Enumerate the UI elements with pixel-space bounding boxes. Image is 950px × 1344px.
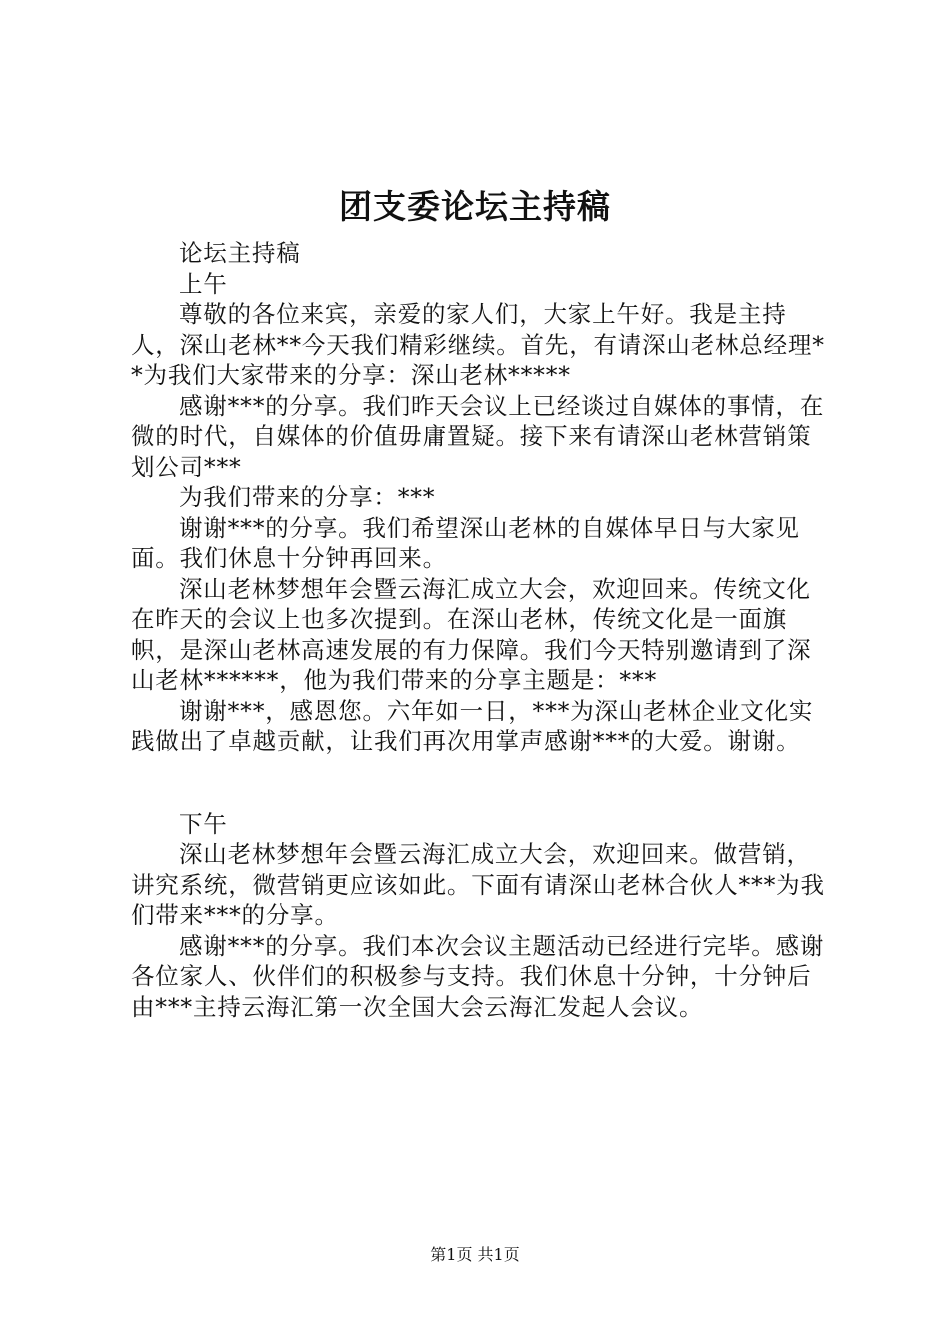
paragraph: 感谢***的分享。我们昨天会议上已经谈过自媒体的事情，在微的时代，自媒体的价值毋庸置疑。接下来有请深山老林营销策划公司*** [131,391,825,481]
paragraph: 尊敬的各位来宾，亲爱的家人们，大家上午好。我是主持人，深山老林**今天我们精彩继续。首先，有请深山老林总经理**为我们大家带来的分享：深山老林***** [131,300,825,389]
page-footer: 第1页 共1页 [430,1245,520,1264]
paragraph: 谢谢***的分享。我们希望深山老林的自媒体早日与大家见面。我们休息十分钟再回来。 [131,513,800,572]
paragraph: 感谢***的分享。我们本次会议主题活动已经进行完毕。感谢各位家人、伙伴们的积极参与支持。我们休息十分钟，十分钟后由***主持云海汇第一次全国大会云海汇发起人会议。 [131,931,825,1021]
paragraph-heading: 论坛主持稿 [179,239,301,267]
section-label-afternoon: 下午 [179,809,228,838]
paragraph: 为我们带来的分享：*** [179,483,436,511]
document-body [131,238,831,1022]
paragraph: 深山老林梦想年会暨云海汇成立大会，欢迎回来。做营销，讲究系统，微营销更应该如此。下面有请深山老林合伙人***为我们带来***的分享。 [131,840,825,929]
document-title: 团支委论坛主持稿 [339,187,611,226]
section-label-morning: 上午 [179,269,228,298]
paragraph: 谢谢***，感恩您。六年如一日，***为深山老林企业文化实践做出了卓越贡献，让我们再次用掌声感谢***的大爱。谢谢。 [131,696,814,755]
paragraph: 深山老林梦想年会暨云海汇成立大会，欢迎回来。传统文化在昨天的会议上也多次提到。在深山老林，传统文化是一面旗帜，是深山老林高速发展的有力保障。我们今天特别邀请到了深山老林******，他为我们带来的分享主题是：*** [131,574,812,694]
section-gap [131,757,831,809]
